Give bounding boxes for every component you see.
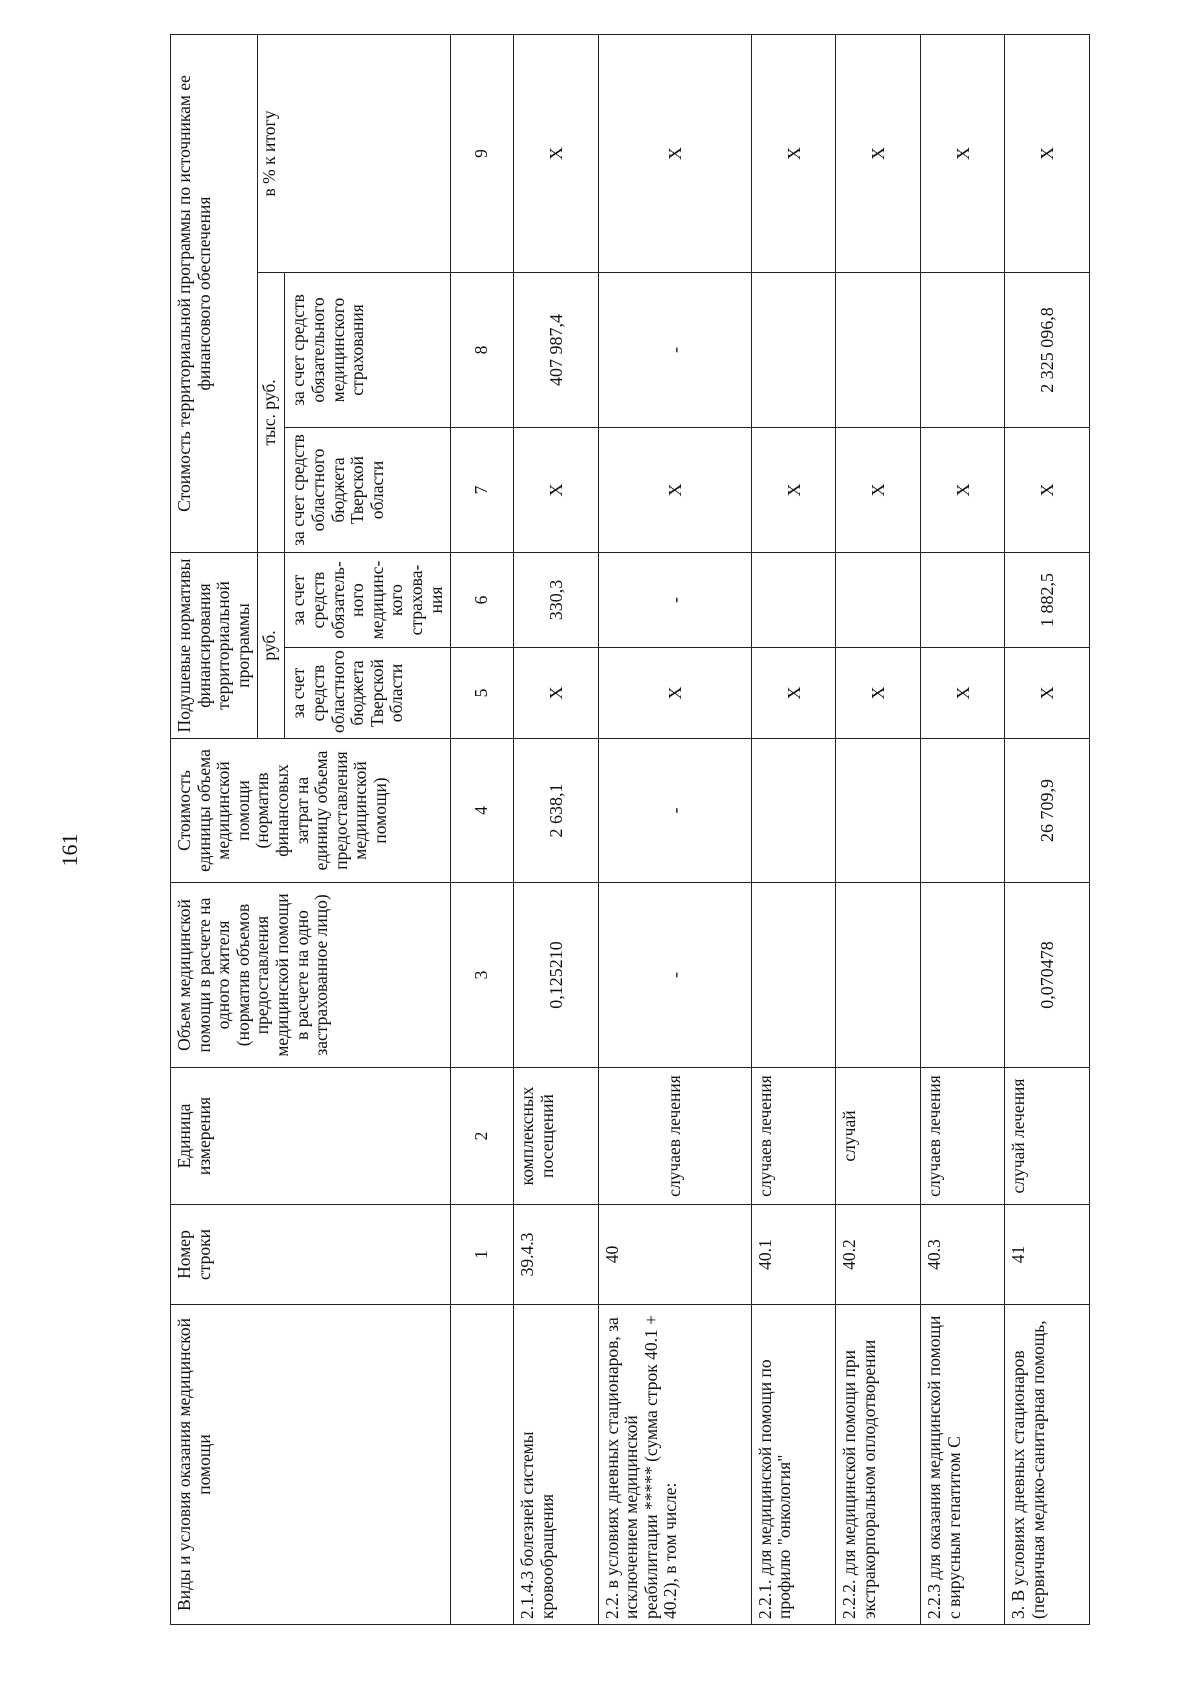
row-norm-oms: - [598,553,751,648]
row-cost-budget: Х [598,428,751,553]
row-name: 2.2.1. для медицинской помощи по профилю "онкология" [751,1305,836,1625]
row-name: 2.1.4.3 болезней системы кровообращения [514,1305,599,1625]
row-cost-oms: 2 325 096,8 [1005,273,1090,428]
row-percent: Х [514,34,599,272]
header-unit: Единица измерения [171,1068,451,1205]
column-index [451,1305,514,1625]
column-index-row [451,34,514,1624]
row-unit-cost [920,739,1005,883]
header-row-1 [171,34,258,1624]
row-norm-oms [836,553,921,648]
page-number: 161 [57,833,82,867]
header-norm-oms: за счет средств обязатель-ного медицинс-кого страхова-ния [285,553,451,648]
row-cost-budget: Х [920,428,1005,553]
row-cost-oms [836,273,921,428]
row-percent: Х [751,34,836,272]
header-norm-budget: за счет средств областного бюджета Тверской области [285,648,451,739]
row-line-number: 40.1 [751,1205,836,1305]
row-cost-budget: Х [514,428,599,553]
column-index: 8 [451,273,514,428]
column-index: 7 [451,428,514,553]
column-index: 2 [451,1068,514,1205]
row-norm-budget: Х [836,648,921,739]
row-volume [751,883,836,1068]
header-cost-unit: тыс. руб. [258,273,285,553]
row-volume [920,883,1005,1068]
table-row [514,34,599,1624]
row-name: 2.2. в условиях дневных стационаров, за исключением медицинской реабилитации ***** (сумма строк 40.1 + 40.2), в том числе: [598,1305,751,1625]
column-index: 5 [451,648,514,739]
column-index: 4 [451,739,514,883]
table-row [1005,34,1090,1624]
rotated-table-wrapper [170,35,1090,1625]
row-unit: случаев лечения [598,1068,751,1205]
row-name: 2.2.2. для медицинской помощи при экстракорпоральном оплодотворении [836,1305,921,1625]
row-unit-cost: 2 638,1 [514,739,599,883]
row-cost-oms [751,273,836,428]
row-percent: Х [1005,34,1090,272]
row-cost-budget: Х [1005,428,1090,553]
column-index: 1 [451,1205,514,1305]
row-unit: случай [836,1068,921,1205]
row-norm-budget: Х [920,648,1005,739]
header-per-capita-norms: Подушевые нормативы финансирования территориальной программы [171,553,258,739]
row-unit-cost [751,739,836,883]
table-row [920,34,1005,1624]
row-percent: Х [920,34,1005,272]
row-percent: Х [836,34,921,272]
row-volume: 0,070478 [1005,883,1090,1068]
column-index: 6 [451,553,514,648]
row-unit: комплексных посещений [514,1068,599,1205]
header-volume: Объем медицинской помощи в расчете на одного жителя (норматив объемов предоставления медицинской помощи в расчете на одно застрахованное лицо) [171,883,451,1068]
table-row [598,34,751,1624]
row-cost-budget: Х [836,428,921,553]
header-cost-budget: за счет средств областного бюджета Тверской области [285,428,451,553]
row-norm-budget: Х [598,648,751,739]
row-cost-budget: Х [751,428,836,553]
header-line-number: Номер строки [171,1205,451,1305]
column-index: 3 [451,883,514,1068]
row-line-number: 41 [1005,1205,1090,1305]
row-name: 2.2.3 для оказания медицинской помощи с вирусным гепатитом С [920,1305,1005,1625]
row-name: 3. В условиях дневных стационаров (первичная медико-санитарная помощь, [1005,1305,1090,1625]
row-unit: случай лечения [1005,1068,1090,1205]
row-norm-oms [751,553,836,648]
table-row [836,34,921,1624]
header-kinds: Виды и условия оказания медицинской помощи [171,1305,451,1625]
row-volume: - [598,883,751,1068]
header-norms-unit: руб. [258,553,285,739]
row-unit-cost [836,739,921,883]
row-norm-budget: Х [514,648,599,739]
row-norm-oms [920,553,1005,648]
row-cost-oms [920,273,1005,428]
row-norm-oms: 330,3 [514,553,599,648]
row-cost-oms: - [598,273,751,428]
row-line-number: 39.4.3 [514,1205,599,1305]
column-index: 9 [451,34,514,272]
row-volume: 0,125210 [514,883,599,1068]
row-cost-oms: 407 987,4 [514,273,599,428]
row-norm-budget: Х [1005,648,1090,739]
row-percent: Х [598,34,751,272]
row-unit: случаев лечения [751,1068,836,1205]
header-percent: в % к итогу [258,34,451,272]
row-line-number: 40.3 [920,1205,1005,1305]
row-unit: случаев лечения [920,1068,1005,1205]
row-line-number: 40.2 [836,1205,921,1305]
table-row [751,34,836,1624]
row-norm-budget: Х [751,648,836,739]
row-norm-oms: 1 882,5 [1005,553,1090,648]
header-unit-cost: Стоимость единицы объема медицинской помощи (норматив финансовых затрат на единицу объема предоставления медицинской помощи) [171,739,451,883]
header-cost-oms: за счет средств обязательного медицинского страхования [285,273,451,428]
row-volume [836,883,921,1068]
header-program-cost: Стоимость территориальной программы по источникам ее финансового обеспечения [171,34,258,552]
row-unit-cost: 26 709,9 [1005,739,1090,883]
row-unit-cost: - [598,739,751,883]
data-table [170,34,1090,1625]
row-line-number: 40 [598,1205,751,1305]
